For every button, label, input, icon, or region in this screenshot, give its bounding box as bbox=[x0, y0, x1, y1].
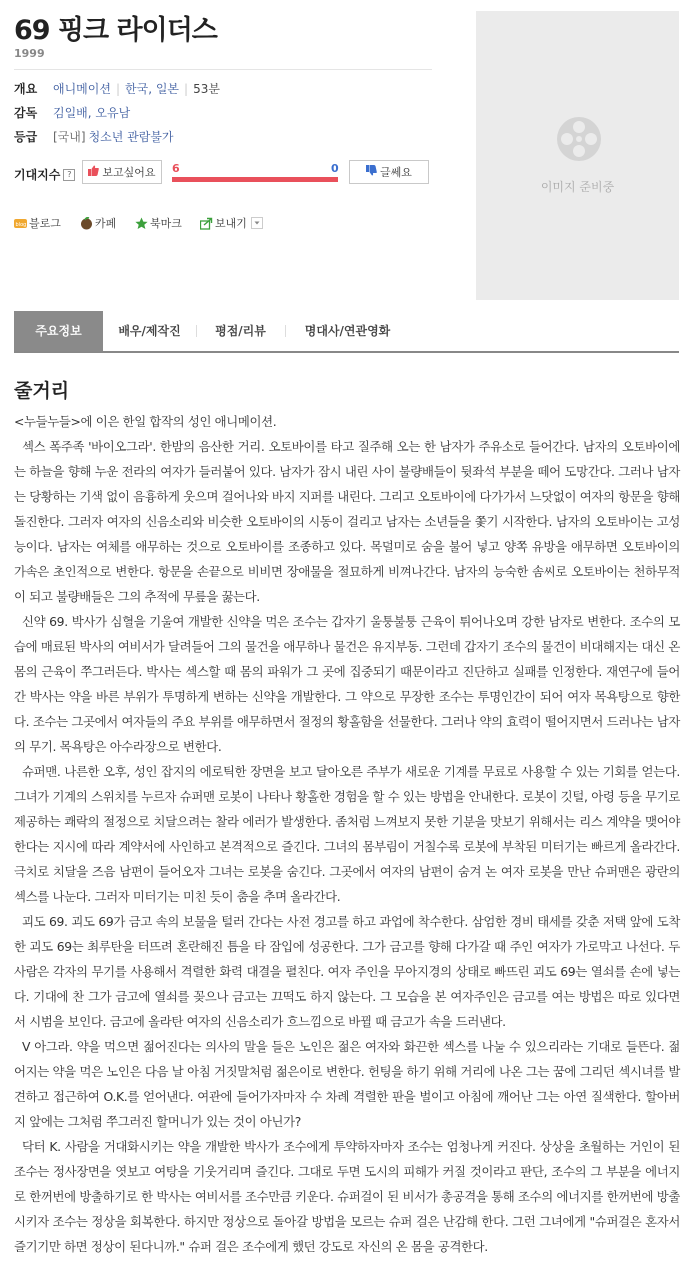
rating-grade-link[interactable]: 청소년 관람불가 bbox=[88, 130, 174, 144]
share-send[interactable] bbox=[200, 215, 263, 231]
synopsis-heading: 줄거리 bbox=[14, 380, 70, 402]
synopsis-paragraph: V 아그라. 약을 먹으면 젊어진다는 의사의 말을 들은 노인은 젊은 여자와 화끈한 섹스를 나눌 수 있으리라는 기대로 들뜬다. 젊어지는 약을 먹은 노인은 다음 날 아침 거짓말처럼 젊은이로 변한다. 헌팅을 하기 위해 거리에 나온 그는 꿈에 그리던 섹시녀를 발견하고 접근하여 O.K.를 얻어낸다. 여관에 들어가자마자 수 차례 격렬한 판을 벌이고 아침에 깨어난 그는 아연 질색한다. 할아버지 앞에는 그처럼 쭈그러진 할머니가 있는 것이 아닌가? bbox=[14, 1039, 680, 1129]
blog-icon bbox=[14, 217, 27, 230]
separator: | bbox=[115, 81, 121, 96]
send-label: 보내기 bbox=[215, 217, 247, 230]
want-count: 6 bbox=[172, 162, 180, 175]
divider bbox=[14, 69, 432, 70]
movie-year: 1999 bbox=[14, 47, 45, 60]
cafe-icon bbox=[80, 217, 93, 230]
share-cafe[interactable] bbox=[80, 215, 116, 231]
share-bookmark[interactable] bbox=[135, 215, 182, 231]
director-label: 감독 bbox=[14, 106, 38, 120]
synopsis-paragraph: 닥터 K. 사람을 거대화시키는 약을 개발한 박사가 조수에게 투약하자마자 조수는 엄청나게 커진다. 상상을 초월하는 거인이 된 조수는 정사장면을 엿보고 여탕을 기웃거리며 즐긴다. 그대로 두면 도시의 피해가 커질 것이라고 판단, 조수의 그 부분을 에너지로 한꺼번에 방출하기로 한 박사는 여비서를 조수만큼 키운다. 슈퍼걸이 된 비서가 총공격을 통해 조수의 에너지를 한꺼번에 방출시키자 조수는 정상을 회복한다. 하지만 정상으로 돌아갈 방법을 모르는 슈퍼 걸은 난감해 한다. 그런 그녀에게 "슈퍼걸은 혼자서 즐기기만 하면 정상이 된다니까." 슈퍼 걸은 조수에게 했던 강도로 자신의 온 몸을 공격한다. bbox=[14, 1139, 680, 1254]
want-to-see-button[interactable] bbox=[82, 160, 162, 184]
thumbs-down-icon bbox=[366, 165, 377, 179]
rating-row bbox=[14, 128, 174, 145]
rating-region: [국내] bbox=[53, 130, 86, 144]
overview-row bbox=[14, 80, 220, 97]
synopsis-paragraph: <누들누들>에 이은 한일 합작의 성인 애니메이션. bbox=[14, 414, 277, 429]
genre-link[interactable]: 애니메이션 bbox=[53, 82, 111, 96]
star-icon bbox=[135, 217, 148, 230]
director-link[interactable]: 김일배, 오유남 bbox=[53, 106, 131, 120]
synopsis-paragraph: 섹스 폭주족 '바이오그라'. 한밤의 음산한 거리. 오토바이를 타고 질주해 오는 한 남자가 주유소로 들어간다. 남자의 오토바이에는 하늘을 향해 누운 전라의 여자가 들러붙어 있다. 남자가 잠시 내린 사이 불량배들이 뒷좌석 부분을 떼어 도망간다. 그러나 남자는 당황하는 기색 없이 음흉하게 웃으며 걸어나와 바지 지퍼를 내린다. 그리고 오토바이에 다가가서 느닷없이 여자의 항문을 향해 돌진한다. 그러자 여자의 신음소리와 비슷한 오토바이의 시동이 걸리고 남자는 소년들을 쫓기 시작한다. 남자의 오토바이는 고성능이다. 남자는 여체를 애무하는 것으로 오토바이를 조종하고 있다. 목덜미로 숨을 불어 넣고 양쪽 유방을 애무하면 오토바이의 가속은 초인적으로 변한다. 항문을 손끝으로 비비면 장애물을 절묘하게 비껴나간다. 남자의 능숙한 솜씨로 오토바이는 천하무적이 되고 불량배들은 그의 추적에 무릎을 꿇는다. bbox=[14, 439, 680, 604]
chevron-down-icon[interactable] bbox=[251, 217, 263, 229]
bookmark-label: 북마크 bbox=[150, 217, 182, 230]
country-link[interactable]: 한국, 일본 bbox=[125, 82, 180, 96]
director-row bbox=[14, 104, 130, 121]
tab-ratings-reviews[interactable]: 평점/리뷰 bbox=[215, 324, 266, 338]
synopsis-body bbox=[14, 409, 680, 1259]
not-count: 0 bbox=[331, 162, 339, 175]
overview-label: 개요 bbox=[14, 82, 38, 96]
thumbs-up-icon bbox=[88, 165, 99, 179]
rating-label: 등급 bbox=[14, 130, 38, 144]
expectation-label: 기대지수 bbox=[14, 168, 61, 182]
synopsis-paragraph: 슈퍼맨. 나른한 오후, 성인 잡지의 에로틱한 장면을 보고 달아오른 주부가 새로운 기계를 무료로 사용할 수 있는 기회를 얻는다.그녀가 기계의 스위치를 누르자 슈퍼맨 로봇이 나타나 황홀한 경험을 할 수 있는 방법을 안내한다. 로봇이 깃털, 아령 등을 무기로 제공하는 쾌락의 절정으로 치달으려는 찰라 에러가 발생한다. 좀처럼 느껴보지 못한 기분을 맛보기 위해서는 리스 계약을 맺어야 한다는 지시에 따라 계약서에 사인하고 본격적으로 즐긴다. 그녀의 몸부림이 거칠수록 로봇에 부착된 미터기는 빠르게 올라간다.극치로 치달을 즈음 남편이 들어오자 그녀는 로봇을 숨긴다. 그곳에서 여자의 남편이 숨겨 논 여자 로봇을 만난 슈퍼맨은 광란의 섹스를 나눈다. 그러자 미터기는 미친 듯이 춤을 추며 올라간다. bbox=[14, 764, 680, 904]
expectation-label-wrap bbox=[14, 166, 75, 183]
movie-title: 69 핑크 라이더스 bbox=[14, 15, 217, 46]
tab-cast-crew[interactable]: 배우/제작진 bbox=[118, 324, 181, 338]
share-blog[interactable] bbox=[14, 215, 61, 231]
synopsis-paragraph: 괴도 69. 괴도 69가 금고 속의 보물을 털러 간다는 사전 경고를 하고 과업에 착수한다. 삼엄한 경비 태세를 갖춘 저택 앞에 도착한 괴도 69는 최루탄을 터뜨려 혼란해진 틈을 타 잠입에 성공한다. 그가 금고를 향해 다가갈 때 주인 여자가 가로막고 나선다. 두 사람은 각자의 무기를 사용해서 격렬한 화력 대결을 펼친다. 여자 주인을 무아지경의 상태로 빠뜨린 괴도 69는 열쇠를 손에 넣는다. 기대에 찬 그가 금고에 열쇠를 꽂으나 금고는 끄떡도 하지 않는다. 그 모습을 본 여자주인은 금고를 여는 방법은 따로 있다면서 시범을 보인다. 금고에 올라탄 여자의 신음소리가 흐느낌으로 바뀔 때 금고가 속을 드러낸다. bbox=[14, 914, 680, 1029]
not-sure-button[interactable] bbox=[349, 160, 429, 184]
separator: | bbox=[184, 81, 189, 96]
poster-placeholder bbox=[476, 11, 679, 300]
cafe-label: 카페 bbox=[95, 217, 117, 230]
expectation-bar bbox=[172, 177, 338, 182]
runtime: 53분 bbox=[193, 82, 220, 96]
poster-placeholder-text: 이미지 준비중 bbox=[540, 180, 615, 194]
help-icon[interactable]: ? bbox=[63, 169, 75, 181]
tab-main-info[interactable]: 주요정보 bbox=[14, 311, 103, 351]
tab-quotes-related[interactable]: 명대사/연관영화 bbox=[304, 324, 391, 338]
blog-label: 블로그 bbox=[29, 217, 61, 230]
want-to-see-label: 보고싶어요 bbox=[102, 166, 156, 179]
svg-text:blog: blog bbox=[15, 221, 27, 228]
tab-bar bbox=[14, 311, 679, 353]
synopsis-paragraph: 신약 69. 박사가 심혈을 기울여 개발한 신약을 먹은 조수는 갑자기 울퉁불퉁 근육이 튀어나오며 강한 남자로 변한다. 조수의 모습에 매료된 박사의 여비서가 달려들어 그의 물건을 애무하나 물건은 유지부동. 그런데 갑자기 조수의 물건이 비대해지는 대신 온 몸의 근육이 쭈그러든다. 박사는 섹스할 때 몸의 파워가 그 곳에 집중되기 때문이라고 진단하고 실패를 인정한다. 재연구에 들어간 박사는 약을 바른 부위가 투명하게 변하는 신약을 개발한다. 그 약으로 무장한 조수는 투명인간이 되어 여자 목욕탕으로 향한다. 조수는 그곳에서 여자들의 주요 부위를 애무하면서 절정의 황홀함을 선물한다. 그러나 약의 효력이 떨어지면서 드러나는 남자의 무기. 목욕탕은 아수라장으로 변한다. bbox=[14, 614, 680, 754]
not-sure-label: 글쎄요 bbox=[380, 166, 412, 179]
send-icon bbox=[200, 217, 213, 230]
film-reel-icon bbox=[556, 116, 602, 166]
